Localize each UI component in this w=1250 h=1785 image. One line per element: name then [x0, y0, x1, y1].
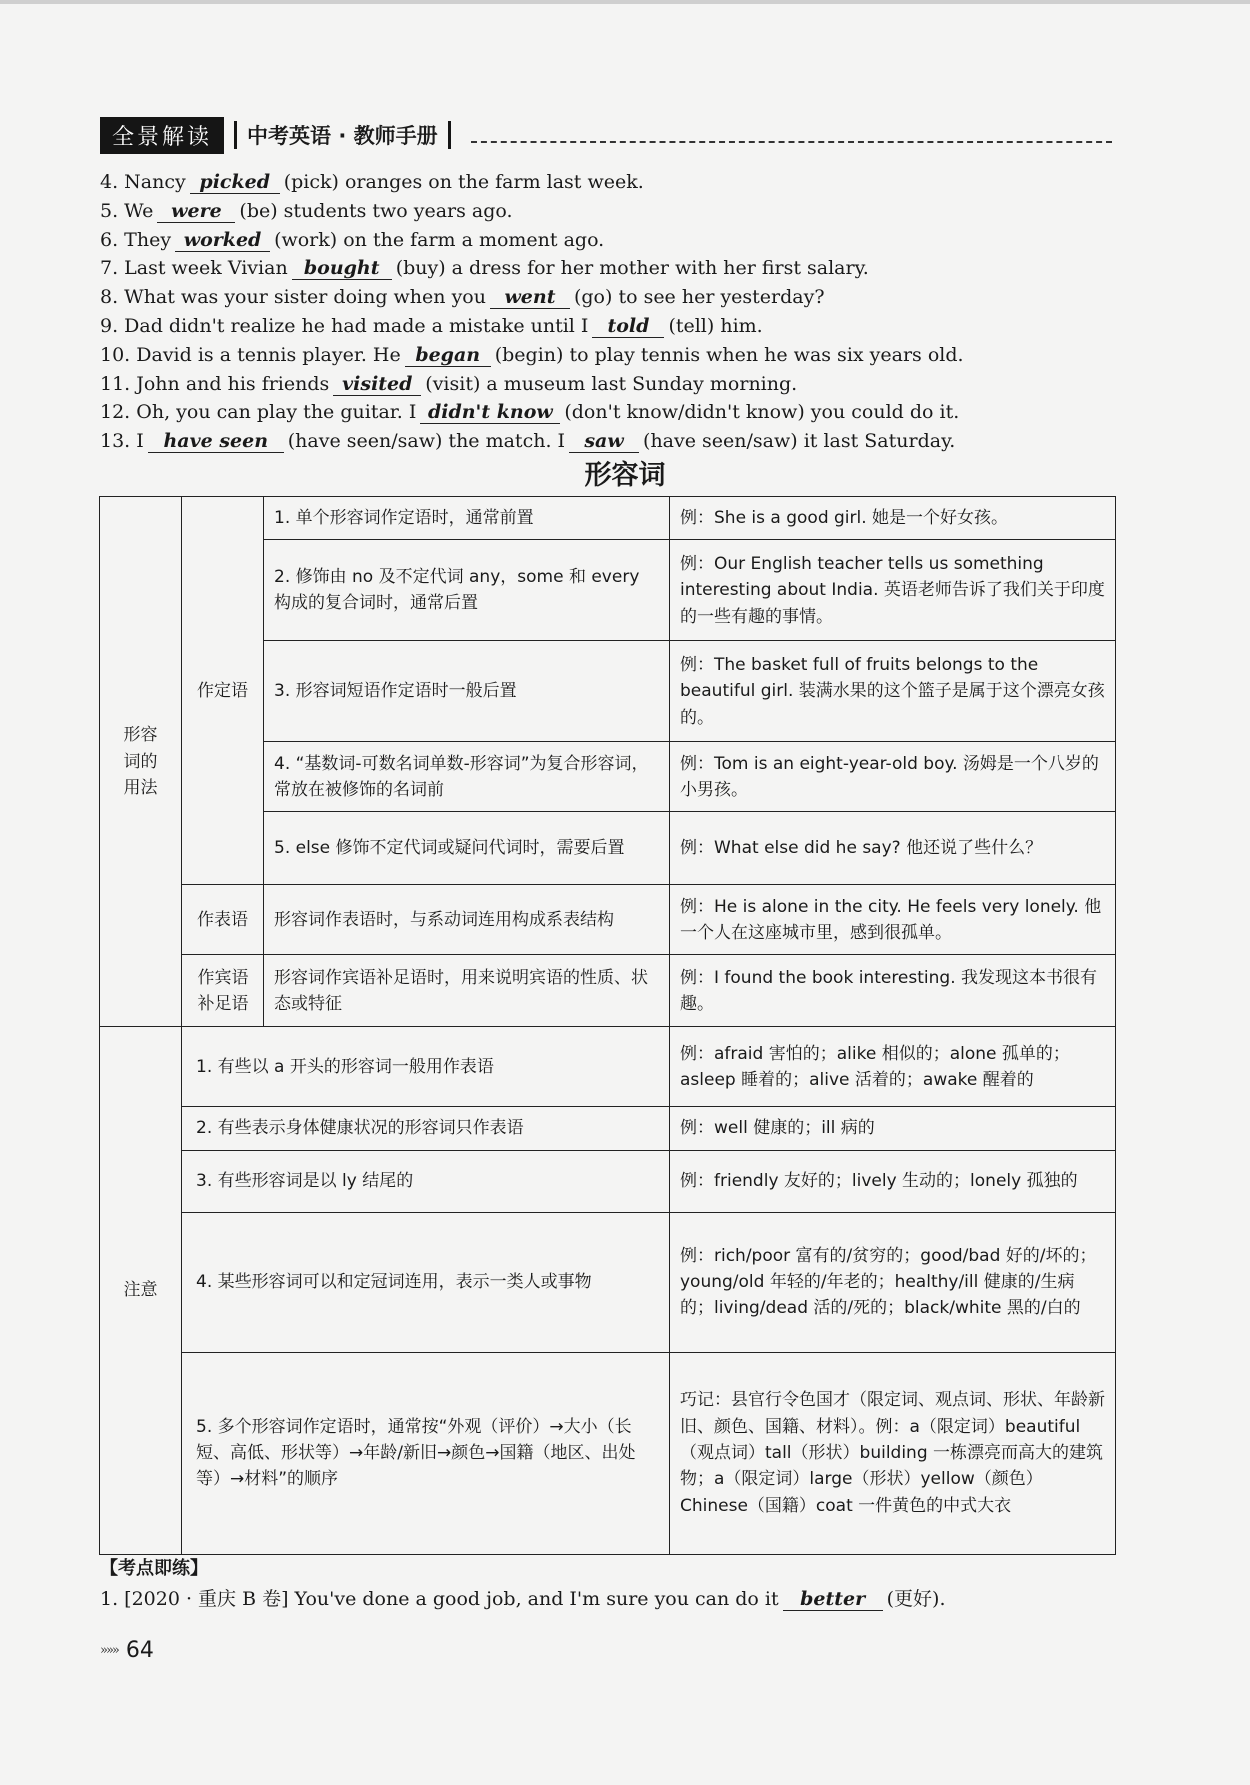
- table-row: [100, 1150, 1116, 1212]
- header-title: 中考英语 · 教师手册: [247, 124, 438, 148]
- exercise-item: 13. I have seen (have seen/saw) the match. I saw (have seen/saw) it last Saturday.: [100, 430, 956, 453]
- answer-blank: better: [783, 1588, 883, 1611]
- header-dashed-rule: [471, 141, 1112, 143]
- adjective-usage-table: [99, 496, 1116, 1555]
- exercise-item: 8. What was your sister doing when you went (go) to see her yesterday?: [100, 286, 825, 309]
- example-cell: 例：What else did he say? 他还说了些什么？: [670, 812, 1116, 885]
- answer-blank: bought: [292, 257, 392, 280]
- header-divider: [234, 121, 237, 149]
- rule-cell: 形容词作表语时，与系动词连用构成系表结构: [264, 885, 670, 955]
- exercise-item: 5. We were (be) students two years ago.: [100, 199, 513, 222]
- answer-blank: have seen: [148, 430, 284, 453]
- table-row: [100, 885, 1116, 955]
- exercise-item: 7. Last week Vivian bought (buy) a dress for her mother with her first salary.: [100, 257, 869, 280]
- page-number: 64: [125, 1638, 154, 1663]
- exercise-item: 9. Dad didn't realize he had made a mistake until I told (tell) him.: [100, 314, 763, 337]
- attributive-label: 作定语: [182, 497, 264, 885]
- page-header: [100, 118, 1112, 152]
- table-row: [100, 1107, 1116, 1150]
- rule-cell: 3. 有些形容词是以 ly 结尾的: [182, 1150, 670, 1212]
- table-row: [100, 497, 1116, 540]
- rule-cell: 4. 某些形容词可以和定冠词连用，表示一类人或事物: [182, 1212, 670, 1352]
- answer-blank: worked: [175, 229, 270, 252]
- example-cell: 例：Our English teacher tells us something interesting about India. 英语老师告诉了我们关于印度的一些有趣的事情。: [670, 540, 1116, 641]
- practice-section: [100, 1556, 1120, 1616]
- answer-blank: visited: [333, 373, 421, 396]
- rule-cell: 5. 多个形容词作定语时，通常按“外观（评价）→大小（长短、高低、形状等）→年龄/新旧→颜色→国籍（地区、出处等）→材料”的顺序: [182, 1352, 670, 1554]
- table-row: [100, 1212, 1116, 1352]
- rule-cell: 2. 修饰由 no 及不定代词 any，some 和 every 构成的复合词时，通常后置: [264, 540, 670, 641]
- example-cell: 例：She is a good girl. 她是一个好女孩。: [670, 497, 1116, 540]
- answer-blank: were: [157, 200, 235, 223]
- complement-label: 作宾语补足语: [182, 955, 264, 1027]
- rule-cell: 5. else 修饰不定代词或疑问代词时，需要后置: [264, 812, 670, 885]
- rule-cell: 形容词作宾语补足语时，用来说明宾语的性质、状态或特征: [264, 955, 670, 1027]
- practice-item: 1. [2020 · 重庆 B 卷] You've done a good job, and I'm sure you can do it better (更好).: [100, 1588, 946, 1610]
- exercise-item: 11. John and his friends visited (visit) a museum last Sunday morning.: [100, 372, 798, 395]
- example-cell: 例：rich/poor 富有的/贫穷的；good/bad 好的/坏的；young/old 年轻的/年老的；healthy/ill 健康的/生病的；living/dead 活的/死的；black/white 黑的/白的: [670, 1212, 1116, 1352]
- rule-cell: 1. 有些以 a 开头的形容词一般用作表语: [182, 1027, 670, 1107]
- answer-blank: saw: [569, 430, 639, 453]
- example-cell: 巧记：县官行令色国才（限定词、观点词、形状、年龄新旧、颜色、国籍、材料）。例：a（限定词）beautiful（观点词）tall（形状）building 一栋漂亮而高大的建筑物；a（限定词）large（形状）yellow（颜色）Chinese（国籍）coat 一件黄色的中式大衣: [670, 1352, 1116, 1554]
- answer-blank: began: [405, 344, 491, 367]
- rule-cell: 4. “基数词-可数名词单数-形容词”为复合形容词，常放在被修饰的名词前: [264, 742, 670, 812]
- example-cell: 例：Tom is an eight-year-old boy. 汤姆是一个八岁的小男孩。: [670, 742, 1116, 812]
- example-cell: 例：He is alone in the city. He feels very lonely. 他一个人在这座城市里，感到很孤单。: [670, 885, 1116, 955]
- header-badge: 全景解读: [100, 117, 224, 154]
- exercise-list: [100, 168, 1120, 456]
- example-cell: 例：afraid 害怕的；alike 相似的；alone 孤单的；asleep 睡着的；alive 活着的；awake 醒着的: [670, 1027, 1116, 1107]
- exercise-item: 10. David is a tennis player. He began (begin) to play tennis when he was six years old.: [100, 343, 964, 366]
- practice-heading: 【考点即练】: [100, 1558, 208, 1579]
- page-footer: [100, 1638, 154, 1663]
- table-row: [100, 955, 1116, 1027]
- example-cell: 例：well 健康的；ill 病的: [670, 1107, 1116, 1150]
- example-cell: 例：I found the book interesting. 我发现这本书很有趣。: [670, 955, 1116, 1027]
- answer-blank: went: [490, 286, 570, 309]
- exercise-item: 12. Oh, you can play the guitar. I didn't know (don't know/didn't know) you could do it.: [100, 401, 960, 424]
- rule-cell: 2. 有些表示身体健康状况的形容词只作表语: [182, 1107, 670, 1150]
- usage-header: 形容词的用法: [100, 497, 182, 1027]
- exercise-item: 6. They worked (work) on the farm a moment ago.: [100, 228, 605, 251]
- chevrons-icon: »»»: [100, 1643, 118, 1658]
- exercise-item: 4. Nancy picked (pick) oranges on the farm last week.: [100, 171, 644, 193]
- section-title: 形容词: [584, 460, 666, 491]
- table-row: [100, 1352, 1116, 1554]
- example-cell: 例：friendly 友好的；lively 生动的；lonely 孤独的: [670, 1150, 1116, 1212]
- example-cell: 例：The basket full of fruits belongs to the beautiful girl. 装满水果的这个篮子是属于这个漂亮女孩的。: [670, 641, 1116, 742]
- answer-blank: told: [592, 315, 664, 338]
- rule-cell: 3. 形容词短语作定语时一般后置: [264, 641, 670, 742]
- rule-cell: 1. 单个形容词作定语时，通常前置: [264, 497, 670, 540]
- top-border: [0, 0, 1250, 4]
- answer-blank: didn't know: [420, 401, 560, 424]
- answer-blank: picked: [190, 171, 280, 194]
- notes-header: 注意: [100, 1027, 182, 1554]
- header-divider: [448, 121, 451, 149]
- table-row: [100, 1027, 1116, 1107]
- predicative-label: 作表语: [182, 885, 264, 955]
